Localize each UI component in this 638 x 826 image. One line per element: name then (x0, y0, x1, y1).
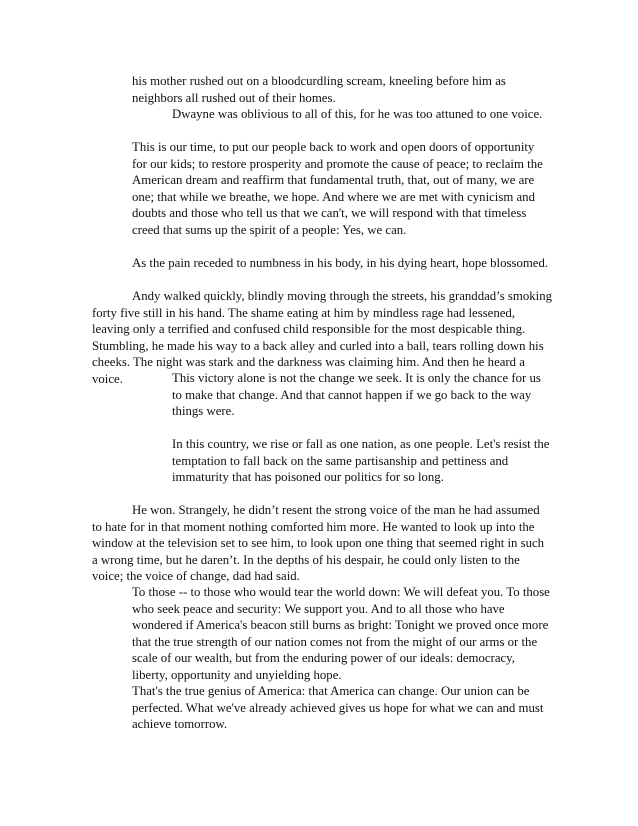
block-quote: This is our time, to put our people back to work and open doors of opportunity for our kids; to restore prosperity and promote the cause of peace; to reclaim the American dream and reaffirm that fundamental truth, that, out of many, we are one; that while we breathe, we hope. And where we are met with cynicism and doubts and those who tell us that we can't, we will respond with that timeless creed that sums up the spirit of a people: Yes, we can. (132, 140, 543, 237)
paragraph: Andy walked quickly, blindly moving through the streets, his granddad’s smoking forty five still in his hand. The shame eating at him by mindless rage had lessened, leaving only a terrified and confused child responsible for the most despicable thing. Stumbling, he made his way to a back alley and curled into a ball, tears rolling down his cheeks. The night was stark and the darkness was claiming him. And then he heard a voice. (92, 289, 552, 386)
paragraph: his mother rushed out on a bloodcurdling scream, kneeling before him as neighbors all rushed out of their homes. (132, 74, 506, 105)
block-quote: To those -- to those who would tear the world down: We will defeat you. To those who seek peace and security: We support you. And to all those who have wondered if America's beacon still burns as bright: Tonight we proved once more that the true strength of our nation comes not from the might of our arms or the scale of our wealth, but from the enduring power of our ideals: democracy, liberty, opportunity and unyielding hope. (132, 585, 550, 682)
block-quote: That's the true genius of America: that America can change. Our union can be perfected. What we've already achieved gives us hope for what we can and must achieve tomorrow. (132, 684, 544, 731)
paragraph: Dwayne was oblivious to all of this, for he was too attuned to one voice. (172, 107, 543, 121)
block-quote: In this country, we rise or fall as one nation, as one people. Let's resist the temptation to fall back on the same partisanship and pettiness and immaturity that has poisoned our politics for so long. (172, 437, 550, 484)
paragraph: As the pain receded to numbness in his body, in his dying heart, hope blossomed. (132, 256, 549, 270)
paragraph: He won. Strangely, he didn’t resent the strong voice of the man he had assumed to hate for in that moment nothing comforted him more. He wanted to look up into the window at the television set to see him, to look upon one thing that seemed right in such a wrong time, but he daren’t. In the depths of his despair, he could only listen to the voice; the voice of change, dad had said. (92, 503, 545, 583)
block-quote: This victory alone is not the change we seek. It is only the chance for us to make that change. And that cannot happen if we go back to the way things were. (172, 371, 541, 418)
